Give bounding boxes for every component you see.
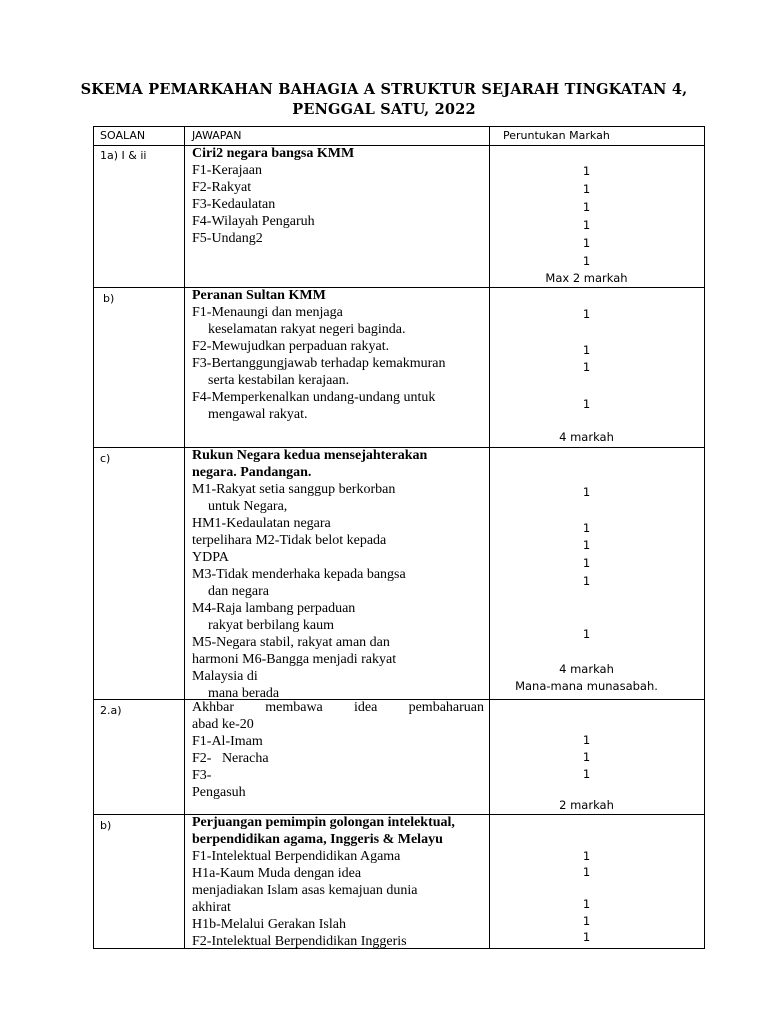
answer-line: F2-Rakyat <box>192 180 252 195</box>
answer-cell <box>192 699 484 801</box>
answer-line: F1-Al-Imam <box>192 734 263 749</box>
answer-line: F1-Intelektual Berpendidikan Agama <box>192 849 401 864</box>
mark-value: 1 <box>582 930 591 944</box>
answer-line: F2-Intelektual Berpendidikan Inggeris <box>192 934 407 949</box>
mark-value: 1 <box>582 849 591 863</box>
header-soalan: SOALAN <box>100 129 146 142</box>
answer-line: F5-Undang2 <box>192 231 263 246</box>
answer-line: F3-Kedaulatan <box>192 197 276 212</box>
answer-line: dan negara <box>208 584 270 599</box>
answer-line: M1-Rakyat setia sanggup berkorban <box>192 482 396 497</box>
question-number: c) <box>100 452 111 465</box>
mark-value: 1 <box>582 538 591 552</box>
mark-value: 1 <box>582 767 591 781</box>
mark-value: 1 <box>582 254 591 268</box>
answer-line: F2-Mewujudkan perpaduan rakyat. <box>192 339 390 354</box>
answer-line: menjadiakan Islam asas kemajuan dunia <box>192 883 418 898</box>
question-number: 2.a) <box>100 704 122 717</box>
question-number: b) <box>103 292 115 305</box>
mark-value: 1 <box>582 733 591 747</box>
title-line-1: SKEMA PEMARKAHAN BAHAGIA A STRUKTUR SEJARAH TINGKATAN 4, <box>80 81 688 98</box>
answer-line: M4-Raja lambang perpaduan <box>192 601 356 616</box>
mark-value: 1 <box>582 485 591 499</box>
mark-total: 2 markah <box>559 798 614 812</box>
mark-value: 1 <box>582 360 591 374</box>
mark-value: 1 <box>582 343 591 357</box>
mark-value: 1 <box>582 182 591 196</box>
answer-line: terpelihara M2-Tidak belot kepada <box>192 533 387 548</box>
mark-value: 1 <box>582 307 591 321</box>
answer-heading: Perjuangan pemimpin golongan intelektual, <box>192 815 455 830</box>
header-jawapan: JAWAPAN <box>192 129 242 142</box>
mark-value: 1 <box>582 556 591 570</box>
answer-line: F2- Neracha <box>192 751 269 766</box>
document-title <box>0 80 768 120</box>
mark-total: Max 2 markah <box>545 271 628 285</box>
mark-value: 1 <box>582 397 591 411</box>
answer-line: M3-Tidak menderhaka kepada bangsa <box>192 567 406 582</box>
answer-line: F3- <box>192 768 212 783</box>
mark-total: 4 markah <box>559 662 614 676</box>
answer-heading: Peranan Sultan KMM <box>192 288 326 303</box>
table-border-right <box>704 126 705 949</box>
answer-line: F3-Bertanggungjawab terhadap kemakmuran <box>192 356 446 371</box>
answer-cell <box>192 145 484 247</box>
answer-line: M5-Negara stabil, rakyat aman dan <box>192 635 390 650</box>
answer-line: mana berada <box>208 686 280 701</box>
answer-line: YDPA <box>192 550 229 565</box>
mark-total: 4 markah <box>559 430 614 444</box>
answer-line: F1-Menaungi dan menjaga <box>192 305 343 320</box>
answer-line: akhirat <box>192 900 231 915</box>
mark-value: 1 <box>582 574 591 588</box>
mark-value: 1 <box>582 627 591 641</box>
answer-heading: negara. Pandangan. <box>192 465 312 480</box>
answer-line: rakyat berbilang kaum <box>208 618 334 633</box>
mark-value: 1 <box>582 750 591 764</box>
question-number: b) <box>100 819 112 832</box>
answer-line: HM1-Kedaulatan negara <box>192 516 331 531</box>
answer-line: H1b-Melalui Gerakan Islah <box>192 917 346 932</box>
answer-line: Akhbar membawa idea pembaharuan <box>192 700 484 715</box>
answer-heading: berpendidikan agama, Inggeris & Melayu <box>192 832 443 847</box>
mark-value: 1 <box>582 236 591 250</box>
title-line-2: PENGGAL SATU, 2022 <box>292 101 476 118</box>
mark-value: 1 <box>582 914 591 928</box>
answer-line: H1a-Kaum Muda dengan idea <box>192 866 362 881</box>
answer-line: harmoni M6-Bangga menjadi rakyat <box>192 652 397 667</box>
answer-line: keselamatan rakyat negeri baginda. <box>208 322 406 337</box>
answer-cell <box>192 447 484 702</box>
answer-line: F1-Kerajaan <box>192 163 262 178</box>
answer-line: Pengasuh <box>192 785 246 800</box>
answer-line: F4-Wilayah Pengaruh <box>192 214 315 229</box>
answer-line: F4-Memperkenalkan undang-undang untuk <box>192 390 436 405</box>
answer-line: untuk Negara, <box>208 499 288 514</box>
mark-value: 1 <box>582 897 591 911</box>
answer-heading: Ciri2 negara bangsa KMM <box>192 146 355 161</box>
mark-value: 1 <box>582 218 591 232</box>
mark-note: Mana-mana munasabah. <box>515 679 658 693</box>
mark-value: 1 <box>582 865 591 879</box>
mark-value: 1 <box>582 200 591 214</box>
column-divider <box>184 126 185 949</box>
answer-line: abad ke-20 <box>192 717 254 732</box>
answer-cell <box>192 814 484 950</box>
question-number: 1a) I & ii <box>100 149 147 162</box>
answer-line: serta kestabilan kerajaan. <box>208 373 350 388</box>
answer-cell <box>192 287 484 423</box>
header-peruntukan-markah: Peruntukan Markah <box>503 129 610 142</box>
table-border-left <box>93 126 94 949</box>
answer-heading: Rukun Negara kedua mensejahterakan <box>192 448 428 463</box>
answer-line: Malaysia di <box>192 669 258 684</box>
mark-value: 1 <box>582 164 591 178</box>
mark-value: 1 <box>582 521 591 535</box>
answer-line: mengawal rakyat. <box>208 407 308 422</box>
